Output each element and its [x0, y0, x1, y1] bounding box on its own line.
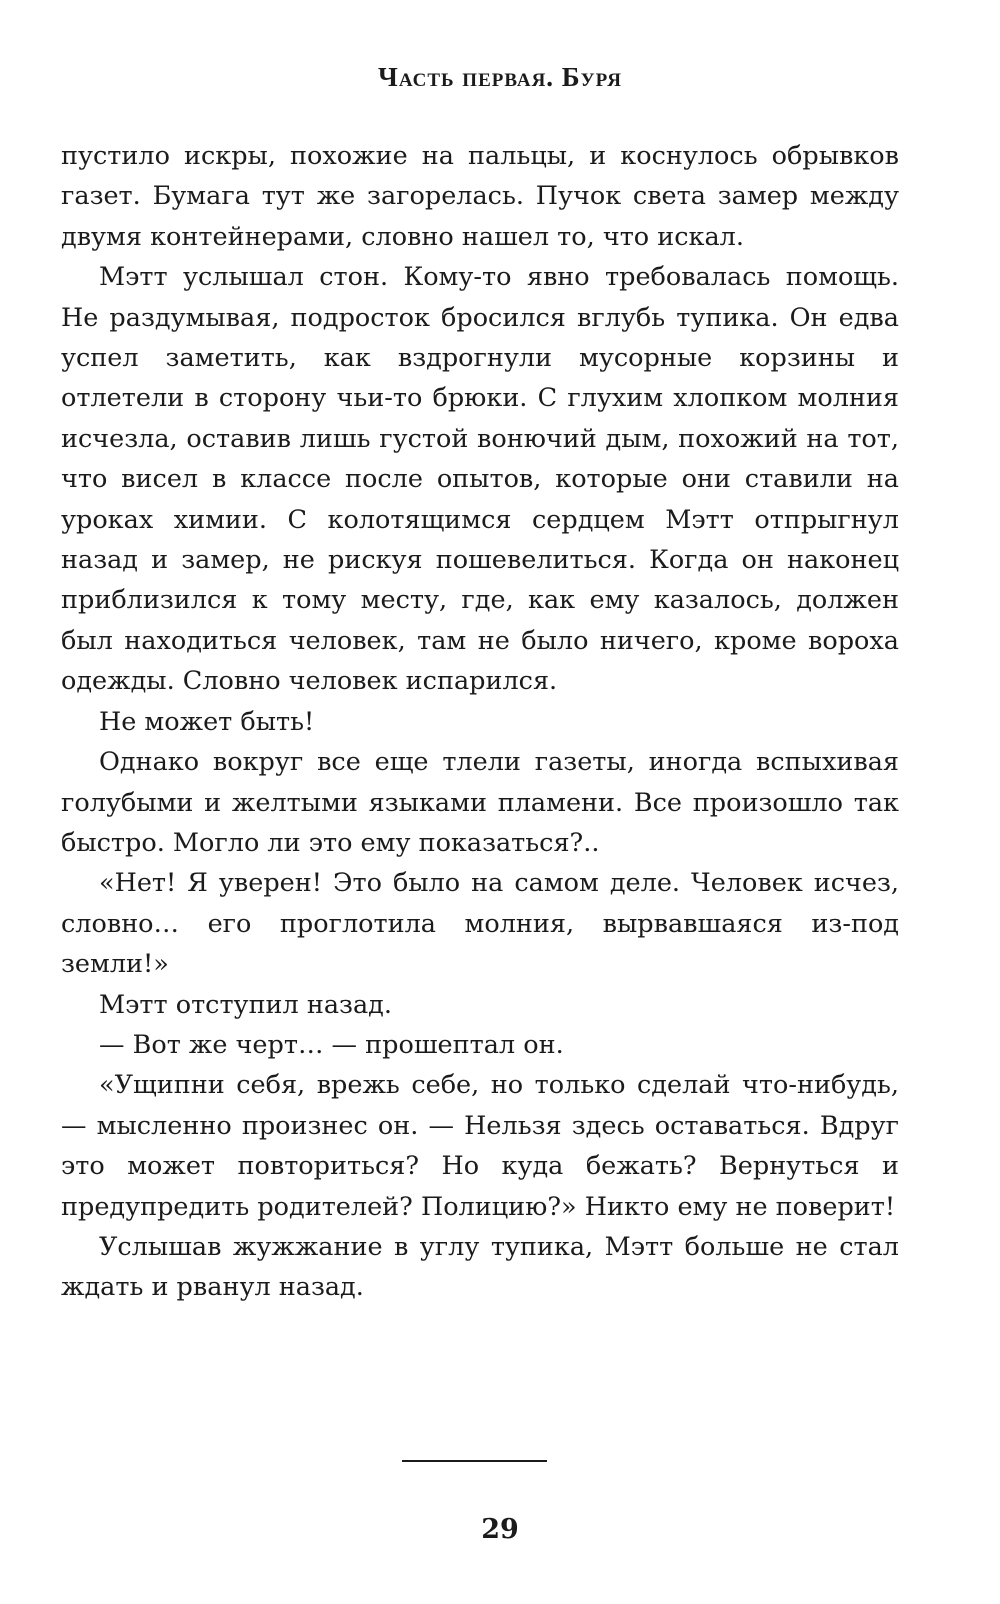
paragraph: Не может быть!	[99, 706, 315, 737]
paragraph: Мэтт услышал стон. Кому-то явно требовалась помощь. Не раздумывая, подросток бросился вглубь тупика. Он едва успел заметить, как вздрогнули мусорные корзины и отлетели в сторону чьи-то брюки. С глухим хлопком молния исчезла, оставив лишь густой вонючий дым, похожий на тот, что висел в классе после опытов, которые они ставили на уроках химии. С колотящимся сердцем Мэтт отпрыгнул назад и замер, не рискуя пошевелиться. Когда он наконец приблизился к тому месту, где, как ему казалось, должен был находиться человек, там не было ничего, кроме вороха одежды. Словно человек испарился.	[61, 262, 899, 697]
paragraph: пустило искры, похожие на пальцы, и коснулось обрывков газет. Бумага тут же загорелась. Пучок света замер между двумя контейнерами, словно нашел то, что искал.	[61, 141, 899, 252]
paragraph: «Нет! Я уверен! Это было на самом деле. Человек исчез, словно… его проглотила молния, вырвавшаяся из-под земли!»	[61, 868, 899, 980]
paragraph: — Вот же черт… — прошептал он.	[99, 1029, 564, 1060]
paragraph: Услышав жужжание в углу тупика, Мэтт больше не стал ждать и рванул назад.	[61, 1231, 899, 1303]
running-head: Часть первая. Буря	[378, 62, 622, 92]
page-number: 29	[481, 1514, 519, 1545]
body-text	[61, 136, 899, 1308]
paragraph: Мэтт отступил назад.	[99, 989, 392, 1020]
section-separator	[402, 1460, 547, 1462]
paragraph: Однако вокруг все еще тлели газеты, иногда вспыхивая голубыми и желтыми языками пламени. Все произошло так быстро. Могло ли это ему показаться?..	[61, 747, 899, 858]
paragraph: «Ущипни себя, врежь себе, но только сделай что-нибудь, — мысленно произнес он. — Нельзя здесь оставаться. Вдруг это может повториться? Но куда бежать? Вернуться и предупредить родителей? Полицию?» Никто ему не поверит!	[61, 1070, 899, 1222]
